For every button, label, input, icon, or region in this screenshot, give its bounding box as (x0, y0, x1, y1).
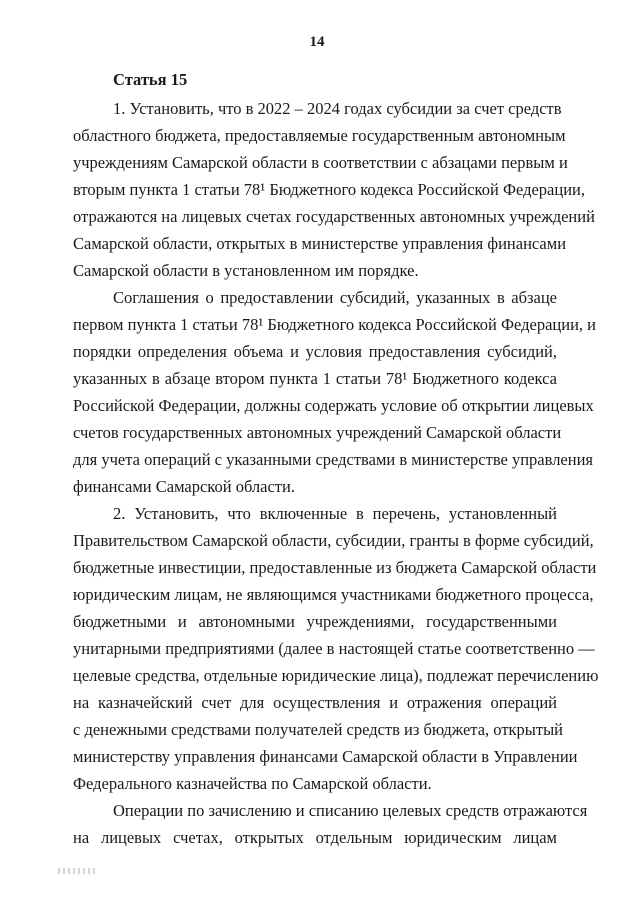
paragraph (73, 95, 595, 284)
text-line: первом пункта 1 статьи 78¹ Бюджетного кодекса Российской Федерации, и (73, 315, 597, 334)
text-line: 2. Установить, что включенные в перечень, установленный (113, 504, 557, 523)
text-line: порядки определения объема и условия предоставления субсидий, (73, 342, 557, 361)
text-line: Правительством Самарской области, субсидии, гранты в форме субсидий, (73, 531, 594, 550)
paragraph (73, 797, 588, 851)
text-line: Самарской области в установленном им порядке. (73, 261, 419, 280)
text-line: учреждениям Самарской области в соответствии с абзацами первым и (73, 153, 568, 172)
text-line: с денежными средствами получателей средств из бюджета, открытый (73, 720, 564, 739)
text-line: счетов государственных автономных учреждений Самарской области (73, 423, 562, 442)
text-line: Федерального казначейства по Самарской области. (73, 774, 432, 793)
text-line: Соглашения о предоставлении субсидий, указанных в абзаце (113, 288, 557, 307)
text-line: финансами Самарской области. (73, 477, 295, 496)
article-heading: Статья 15 (113, 70, 188, 89)
text-line: бюджетные инвестиции, предоставленные из бюджета Самарской области (73, 558, 597, 577)
text-line: юридическим лицам, не являющимся участниками бюджетного процесса, (73, 585, 594, 604)
text-line: унитарными предприятиями (далее в настоящей статье соответственно — (73, 639, 595, 658)
paragraph (73, 284, 597, 500)
text-line: указанных в абзаце втором пункта 1 статьи 78¹ Бюджетного кодекса (73, 369, 557, 388)
text-line: вторым пункта 1 статьи 78¹ Бюджетного кодекса Российской Федерации, (73, 180, 585, 199)
text-line: Российской Федерации, должны содержать условие об открытии лицевых (73, 396, 594, 415)
text-line: 1. Установить, что в 2022 – 2024 годах субсидии за счет средств (113, 99, 562, 118)
text-line: на лицевых счетах, открытых отдельным юридическим лицам (73, 828, 557, 847)
text-line: областного бюджета, предоставляемые государственным автономным (73, 126, 566, 145)
text-line: для учета операций с указанными средствами в министерстве управления (73, 450, 594, 469)
text-line: на казначейский счет для осуществления и отражения операций (73, 693, 557, 712)
page-number: 14 (309, 34, 325, 50)
text-line: бюджетными и автономными учреждениями, государственными (73, 612, 557, 631)
text-line: целевые средства, отдельные юридические лица), подлежат перечислению (73, 666, 599, 685)
text-line: министерству управления финансами Самарской области в Управлении (73, 747, 578, 766)
text-line: Самарской области, открытых в министерстве управления финансами (73, 234, 567, 253)
text-line: отражаются на лицевых счетах государственных автономных учреждений (73, 207, 595, 226)
paragraph (73, 500, 599, 797)
text-line: Операции по зачислению и списанию целевых средств отражаются (113, 801, 588, 820)
scan-artifact (58, 868, 98, 874)
document-body (73, 95, 599, 851)
